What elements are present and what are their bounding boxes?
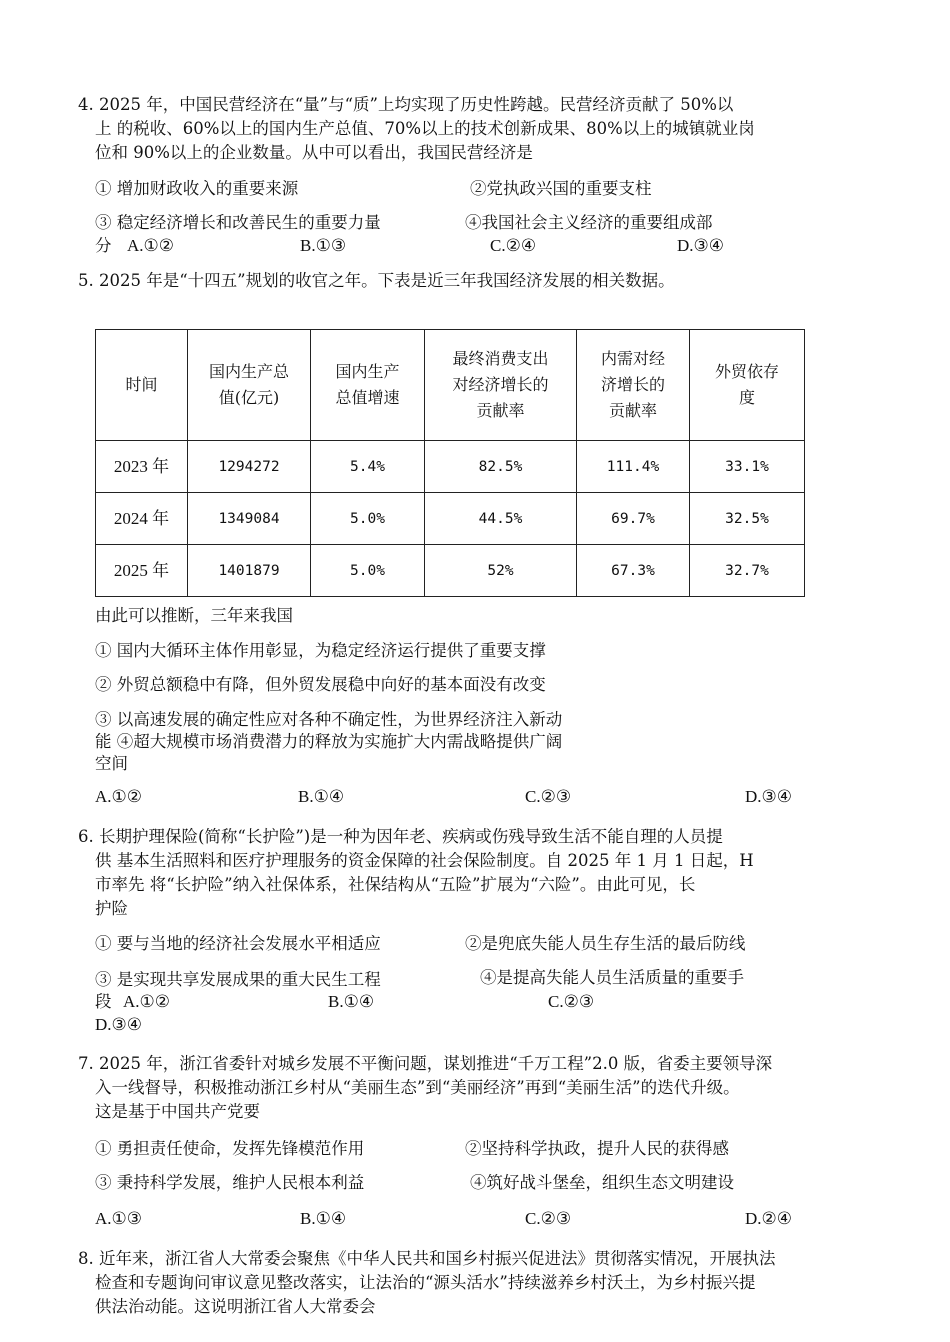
q6-stem-line-1: 6. 长期护理保险(简称“长护险”)是一种为因年老、疾病或伤残导致生活不能自理的人员提 (78, 827, 723, 846)
q6-choice-a: A.①② (123, 992, 171, 1011)
table-row (96, 545, 805, 597)
q6-stem-line-4: 护险 (95, 899, 128, 918)
q5-option-2: ② 外贸总额稳中有降，但外贸发展稳中向好的基本面没有改变 (95, 675, 546, 694)
q7-stem-line-1: 7. 2025 年，浙江省委针对城乡发展不平衡问题，谋划推进“千万工程”2.0 版，省委主要领导深 (78, 1054, 773, 1073)
q4-choice-c: C.②④ (490, 236, 537, 255)
q7-stem-line-3: 这是基于中国共产党要 (95, 1102, 260, 1121)
q5-lead: 由此可以推断，三年来我国 (95, 606, 293, 625)
q4-option-4-cont: 分 (95, 236, 112, 255)
q4-stem-line-3: 位和 90%以上的企业数量。从中可以看出，我国民营经济是 (95, 143, 533, 162)
q7-stem-line-2: 入一线督导，积极推动浙江乡村从“美丽生态”到“美丽经济”再到“美丽生活”的迭代升级。 (95, 1078, 740, 1097)
q4-choice-a: A.①② (127, 236, 175, 255)
q4-stem-line-2: 上 的税收、60%以上的国内生产总值、70%以上的技术创新成果、80%以上的城镇就业岗 (95, 119, 755, 138)
cell-gdp: 1401879 (188, 545, 311, 597)
q8-stem-line-3: 供法治动能。这说明浙江省人大常委会 (95, 1297, 376, 1316)
cell-domestic-demand-contribution: 111.4% (577, 441, 690, 493)
q7-choice-c: C.②③ (525, 1209, 572, 1228)
q5-choice-a: A.①② (95, 787, 143, 806)
q5-option-3: ③ 以高速发展的确定性应对各种不确定性，为世界经济注入新动 (95, 710, 563, 729)
cell-consumption-contribution: 44.5% (425, 493, 577, 545)
q7-option-2: ②坚持科学执政，提升人民的获得感 (465, 1139, 729, 1158)
cell-gdp-growth: 5.0% (311, 545, 425, 597)
q6-choice-c: C.②③ (548, 992, 595, 1011)
q6-stem-line-3: 市率先 将“长护险”纳入社保体系，社保结构从“五险”扩展为“六险”。由此可见，长 (95, 875, 696, 894)
q5-option-4-cont: 空间 (95, 754, 128, 773)
q5-stem: 5. 2025 年是“十四五”规划的收官之年。下表是近三年我国经济发展的相关数据。 (78, 271, 675, 290)
header-gdp: 国内生产总 值(亿元) (188, 330, 311, 441)
q8-stem-line-2: 检查和专题询问审议意见整改落实，让法治的“源头活水”持续滋养乡村沃土，为乡村振兴提 (95, 1273, 756, 1292)
cell-trade-dependence: 33.1% (690, 441, 805, 493)
q4-option-2: ②党执政兴国的重要支柱 (470, 179, 652, 198)
q5-choice-b: B.①④ (298, 787, 345, 806)
cell-domestic-demand-contribution: 67.3% (577, 545, 690, 597)
cell-consumption-contribution: 82.5% (425, 441, 577, 493)
q6-choice-d: D.③④ (95, 1015, 143, 1034)
cell-consumption-contribution: 52% (425, 545, 577, 597)
header-time: 时间 (96, 330, 188, 441)
q6-option-4-cont: 段 (95, 992, 112, 1011)
q5-choice-c: C.②③ (525, 787, 572, 806)
q4-stem-line-1: 4. 2025 年，中国民营经济在“量”与“质”上均实现了历史性跨越。民营经济贡献了 50%以 (78, 95, 734, 114)
header-trade-dependence: 外贸依存 度 (690, 330, 805, 441)
header-consumption-contribution: 最终消费支出 对经济增长的 贡献率 (425, 330, 577, 441)
q7-choice-b: B.①④ (300, 1209, 347, 1228)
q7-choice-d: D.②④ (745, 1209, 793, 1228)
q4-option-3: ③ 稳定经济增长和改善民生的重要力量 (95, 213, 381, 232)
q8-stem-line-1: 8. 近年来，浙江省人大常委会聚焦《中华人民共和国乡村振兴促进法》贯彻落实情况，开展执法 (78, 1249, 776, 1268)
cell-gdp: 1294272 (188, 441, 311, 493)
economic-data-table (95, 329, 805, 597)
q5-option-3-cont: 能 ④超大规模市场消费潜力的释放为实施扩大内需战略提供广阔 (95, 732, 563, 751)
q4-choice-d: D.③④ (677, 236, 725, 255)
table-header-row (96, 330, 805, 441)
cell-year: 2024 年 (96, 493, 188, 545)
q7-choice-a: A.①③ (95, 1209, 143, 1228)
q6-option-4: ④是提高失能人员生活质量的重要手 (480, 968, 744, 987)
q4-choice-b: B.①③ (300, 236, 347, 255)
q7-option-1: ① 勇担责任使命，发挥先锋模范作用 (95, 1139, 365, 1158)
cell-gdp-growth: 5.0% (311, 493, 425, 545)
q6-stem-line-2: 供 基本生活照料和医疗护理服务的资金保障的社会保险制度。自 2025 年 1 月 1 日起，H (95, 851, 754, 870)
q4-option-1: ① 增加财政收入的重要来源 (95, 179, 299, 198)
q6-option-1: ① 要与当地的经济社会发展水平相适应 (95, 934, 381, 953)
q6-option-2: ②是兜底失能人员生存生活的最后防线 (465, 934, 746, 953)
header-domestic-demand-contribution: 内需对经 济增长的 贡献率 (577, 330, 690, 441)
q7-option-3: ③ 秉持科学发展，维护人民根本利益 (95, 1173, 365, 1192)
header-gdp-growth: 国内生产 总值增速 (311, 330, 425, 441)
cell-trade-dependence: 32.7% (690, 545, 805, 597)
table-row (96, 493, 805, 545)
q5-option-1: ① 国内大循环主体作用彰显，为稳定经济运行提供了重要支撑 (95, 641, 546, 660)
cell-year: 2023 年 (96, 441, 188, 493)
q5-choice-d: D.③④ (745, 787, 793, 806)
q4-option-4: ④我国社会主义经济的重要组成部 (465, 213, 713, 232)
table-row (96, 441, 805, 493)
cell-gdp: 1349084 (188, 493, 311, 545)
q6-option-3: ③ 是实现共享发展成果的重大民生工程 (95, 970, 381, 989)
cell-gdp-growth: 5.4% (311, 441, 425, 493)
cell-year: 2025 年 (96, 545, 188, 597)
q7-option-4: ④筑好战斗堡垒，组织生态文明建设 (470, 1173, 734, 1192)
cell-domestic-demand-contribution: 69.7% (577, 493, 690, 545)
q6-choice-b: B.①④ (328, 992, 375, 1011)
cell-trade-dependence: 32.5% (690, 493, 805, 545)
